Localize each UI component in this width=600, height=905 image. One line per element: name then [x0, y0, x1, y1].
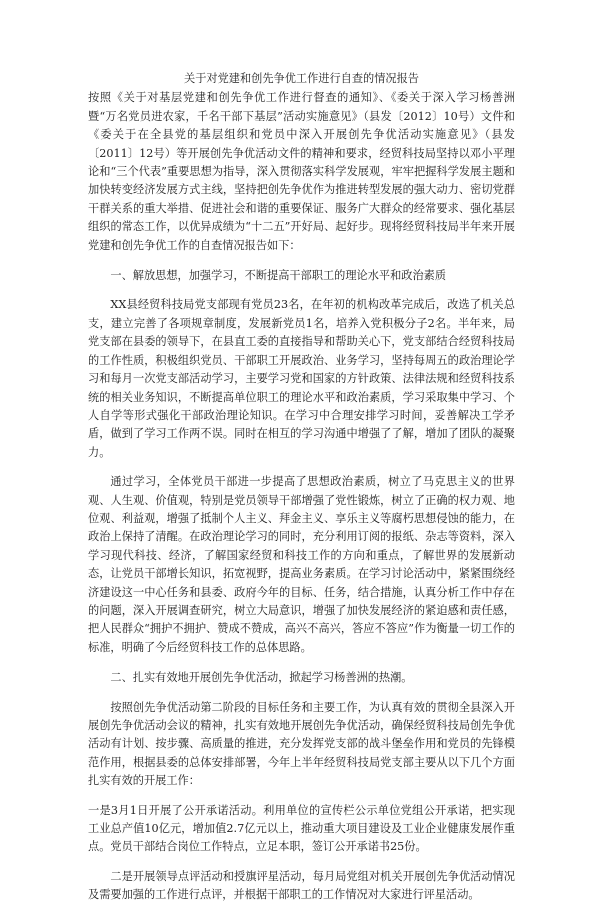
section2-paragraph-1: 按照创先争优活动第二阶段的目标任务和主要工作，为认真有效的贯彻全县深入开展创先争优活动会议的精神，扎实有效地开展创先争优活动，确保经贸科技局创先争优活动有计划、按步骤、高质量的推进，充分发挥党支部的战斗堡垒作用和党员的先锋模范作用，根据县委的总体安排部署，今年上半年经贸科技局党支部主要从以下几个方面扎实有效的开展工作：: [88, 700, 515, 788]
section1-heading: 一、解放思想，加强学习，不断提高干部职工的理论水平和政治素质: [110, 269, 447, 283]
intro-paragraph: 按照《关于对基层党建和创先争优工作进行督查的通知》、《委关于深入学习杨善洲暨“万名党员进农家，千名干部下基层”活动实施意见》（县发〔2012〕10号）文件和《委关于在全县党的基层组织和党员中深入开展创先争优活动实施意见》（县发〔2011〕12号）等开展创先争优活动文件的精神和要求，经贸科技局坚持以邓小平理论和“三个代表”重要思想为指导，深入贯彻落实科学发展观，牢牢把握科学发展主题和加快转变经济发展方式主线，坚持把创先争优作为推进转型发展的强大动力、密切党群干群关系的重大举措、促进社会和谐的重要保证、服务广大群众的经常要求、强化基层组织的常态工作，以优异成绩为“十二五”开好局、起好步。现将经贸科技局半年来开展党建和创先争优工作的自查情况报告如下：: [88, 91, 515, 252]
section2-paragraph-3: 二是开展领导点评活动和授旗评星活动，每月局党组对机关开展创先争优活动情况及需要加强的工作进行点评，并根据干部职工的工作情况对大家进行评星活动。: [88, 869, 515, 902]
section1-paragraph-1: XX县经贸科技局党支部现有党员23名，在年初的机构改革完成后，改选了机关总支，建立完善了各项规章制度，发展新党员1名，培养入党积极分子2名。半年来，局党支部在县委的领导下，在县直工委的直接指导和帮助关心下，党支部结合经贸科技局的工作性质，积极组织党员、干部职工开展政治、业务学习，坚持每周五的政治理论学习和每月一次党支部活动学习，主要学习党和国家的方针政策、法律法规和经贸科技系统的相关业务知识，不断提高单位职工的理论水平和政治素质，学习采取集中学习、个人自学等形式强化干部政治理论知识。在学习中合理安排学习时间，妥善解决工学矛盾，做到了学习工作两不误。同时在相互的学习沟通中增强了了解，增加了团队的凝聚力。: [88, 298, 515, 459]
section1-paragraph-2: 通过学习，全体党员干部进一步提高了思想政治素质，树立了马克思主义的世界观、人生观、价值观，特别是党员领导干部增强了党性锻炼，树立了正确的权力观、地位观、利益观，增强了抵制个人主义、拜金主义、享乐主义等腐朽思想侵蚀的能力，在政治上保持了清醒。在政治理论学习的同时，充分利用订阅的报纸、杂志等资料，深入学习现代科技、经济，了解国家经贸和科技工作的方向和重点，了解世界的发展新动态，让党员干部增长知识，拓宽视野，提高业务素质。在学习讨论活动中，紧紧围绕经济建设这一中心任务和县委、政府今年的目标、任务，结合措施，认真分析工作中存在的问题，深入开展调查研究，树立大局意识，增强了加快发展经济的紧迫感和责任感，把人民群众“拥护不拥护、赞成不赞成，高兴不高兴，答应不答应”作为衡量一切工作的标准，明确了今后经贸科技工作的总体思路。: [88, 475, 515, 654]
section2-paragraph-2: 一是3月1日开展了公开承诺活动。利用单位的宣传栏公示单位党组公开承诺，把实现工业总产值10亿元，增加值2.7亿元以上，推动重大项目建设及工业企业健康发展作重点。党员干部结合岗位工作特点，立足本职，签订公开承诺书25份。: [88, 803, 515, 854]
document-title: 关于对党建和创先争优工作进行自查的情况报告: [184, 72, 419, 85]
section2-heading: 二、扎实有效地开展创先争优活动，掀起学习杨善洲的热潮。: [110, 671, 413, 685]
